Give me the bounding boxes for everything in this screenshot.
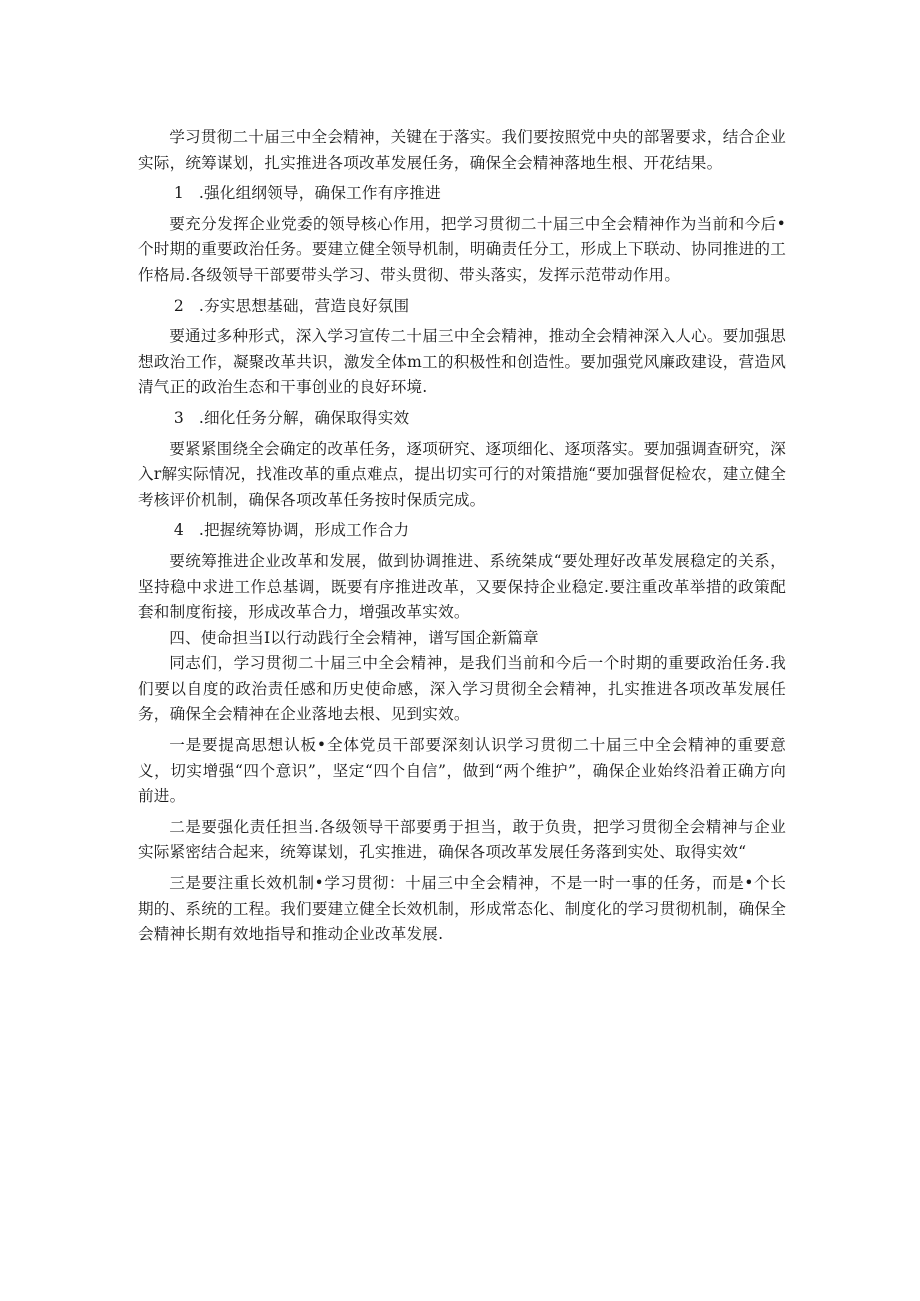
intro-paragraph: 学习贯彻二十届三中全会精神，关键在于落实。我们要按照党中央的部署要求，结合企业实际，统筹谋划，扎实推进各项改革发展任务，确保全会精神落地生根、开花结果。	[138, 128, 786, 172]
section-2-title: .夯实思想基础，营造良好氛围	[198, 296, 410, 315]
section-1-body: 要充分发挥企业党委的领导核心作用，把学习贯彻二十届三中全会精神作为当前和今后•个时期的重要政治任务。要建立健全领导机制，明确责任分工，形成上下联动、协同推进的工作格局.各级领导干部要带头学习、带头贯彻、带头落实，发挥示范带动作用。	[138, 214, 786, 284]
section-3-title: .细化任务分解，确保取得实效	[198, 408, 410, 427]
section-3-body: 要紧紧围绕全会确定的改革任务，逐项研究、逐项细化、逐项落实。要加强调查研究，深入r解实际情况，找准改革的重点难点，提出切实可行的对策措施“要加强督促检农，建立健全考核评价机制，确保各项改革任务按时保质完成。	[138, 439, 786, 509]
closing-paragraph-4: 三是要注重长效机制•学习贯彻：十届三中全会精神，不是一时一事的任务，而是•个长期的、系统的工程。我们要建立健全长效机制，形成常态化、制度化的学习贯彻机制，确保全会精神长期有效地指导和推动企业改革发展.	[138, 874, 786, 944]
document-body	[138, 125, 786, 948]
section-2-number: 2	[173, 296, 184, 315]
section-1-number: 1	[173, 184, 184, 203]
section-3-number: 3	[173, 408, 184, 427]
closing-paragraph-2: 一是要提高思想认板•全体党员干部要深刻认识学习贯彻二十届三中全会精神的重要意义，切实增强“四个意识”，坚定“四个自信”，做到“两个维护”，确保企业始终沿着正确方向前进。	[138, 736, 786, 806]
part-four-heading: 四、使命担当I以行动践行全会精神，谱写国企新篇章	[169, 628, 539, 647]
section-1-title: .强化组纲领导，确保工作有序推进	[198, 184, 441, 203]
section-2-heading	[138, 294, 786, 320]
section-4-number: 4	[173, 521, 184, 540]
section-4-heading	[138, 518, 786, 544]
section-4-title: .把握统筹协调，形成工作合力	[198, 521, 410, 540]
section-2-body: 要通过多种形式，深入学习宣传二十届三中全会精神，推动全会精神深入人心。要加强思想政治工作，凝聚改革共识，激发全体m工的积极性和创造性。要加强党风廉政建设，营造风清气正的政治生态和干事创业的良好环境.	[138, 327, 786, 397]
closing-paragraph-1: 同志们，学习贯彻二十届三中全会精神，是我们当前和今后一个时期的重要政治任务.我们要以自度的政治责任感和历史使命感，深入学习贯彻全会精神，扎实推进各项改革发展任务，确保全会精神在企业落地去根、见到实效。	[138, 654, 786, 724]
section-4-body: 要统筹推进企业改革和发展，做到协调推进、系统桀成“要处理好改革发展稳定的关系，坚持稳中求进工作总基调，既要有序推进改革，又要保持企业稳定.要注重改革举措的政策配套和制度衔接，形成改革合力，增强改革实效。	[138, 551, 786, 622]
section-1-heading	[138, 181, 786, 207]
closing-paragraph-3: 二是要强化责任担当.各级领导干部要勇于担当，敢于负贵，把学习贯彻全会精神与企业实际紧密结合起来，统筹谋划，孔实推进，确保各项改革发展任务落到实处、取得实效“	[138, 817, 786, 862]
section-3-heading	[138, 406, 786, 432]
